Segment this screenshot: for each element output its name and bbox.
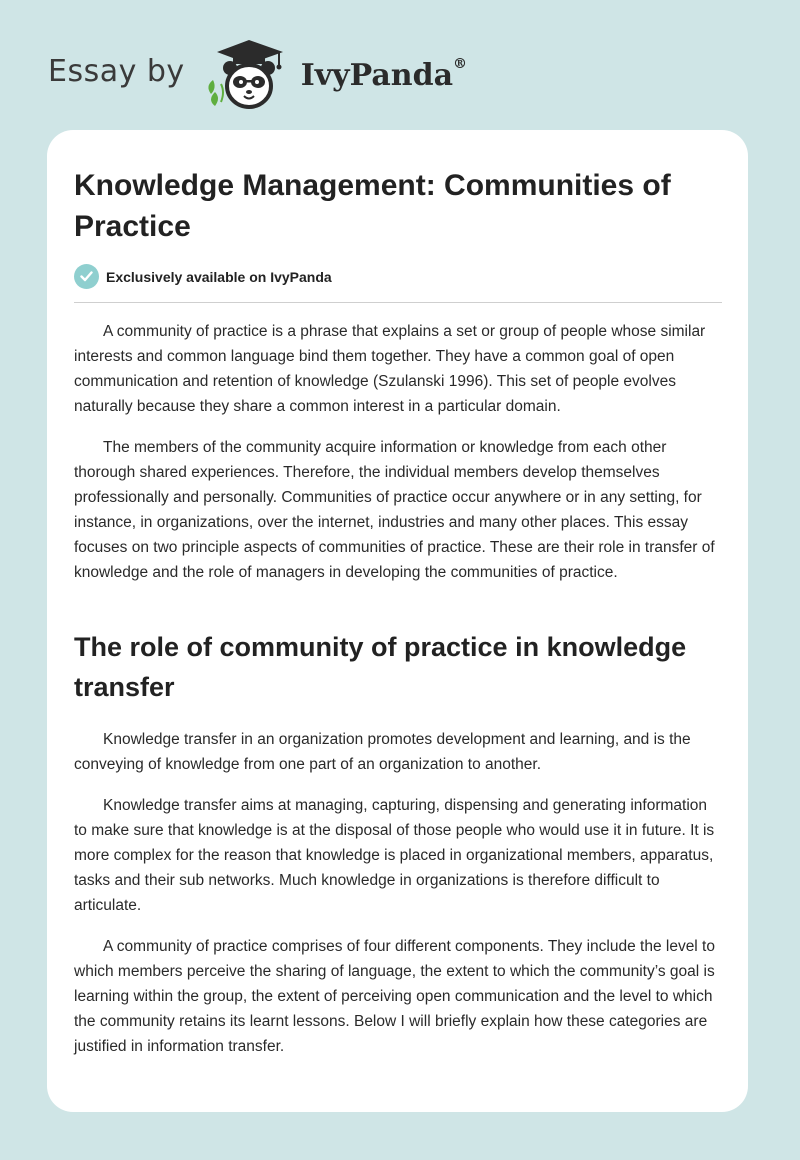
paragraph: The members of the community acquire information or knowledge from each other thorough shared experiences. Therefore, the individual members develop themselves professionally and personally. Communities of practice occur anywhere or in any setting, for instance, in organizations, over the internet, industries and many other places. This essay focuses on two principle aspects of communities of practice. These are their role in transfer of knowledge and the role of managers in developing the communities of practice.	[74, 439, 715, 581]
paragraph: Knowledge transfer in an organization promotes development and learning, and is the conveying of knowledge from one part of an organization to another.	[74, 731, 691, 773]
essay-by-label: Essay by	[48, 53, 185, 89]
checkmark-icon	[80, 271, 93, 282]
paragraph: A community of practice is a phrase that explains a set or group of people whose similar interests and common language bind them together. They have a common goal of open communication and retention of knowledge (Szulanski 1996). This set of people evolves naturally because they share a common interest in a particular domain.	[74, 323, 706, 415]
ivypanda-logo-icon[interactable]	[199, 36, 295, 112]
divider	[74, 302, 722, 303]
exclusive-badge	[74, 264, 332, 289]
essay-title: Knowledge Management: Communities of Practice	[74, 169, 671, 243]
intro-section	[74, 319, 722, 585]
knowledge-transfer-section	[74, 727, 722, 1059]
essay-card	[47, 130, 748, 1112]
paragraph: Knowledge transfer aims at managing, capturing, dispensing and generating information to make sure that knowledge is at the disposal of those people who would use it in future. It is more complex for the reason that knowledge is placed in organizational members, apparatus, tasks and their sub networks. Much knowledge in organizations is therefore difficult to articulate.	[74, 797, 715, 914]
paragraph: A community of practice comprises of four different components. They include the level to which members perceive the sharing of language, the extent to which the community’s goal is learning within the group, the extent of perceiving open communication and the level to which the community retains its learnt lessons. Below I will briefly explain how these categories are justified in information transfer.	[74, 938, 715, 1055]
section-heading: The role of community of practice in knowledge transfer	[74, 632, 687, 702]
check-circle-icon	[74, 264, 99, 289]
site-header	[48, 36, 467, 112]
brand-name-text: IvyPanda	[300, 57, 454, 93]
exclusive-badge-text: Exclusively available on IvyPanda	[106, 268, 332, 285]
brand-name[interactable]	[300, 55, 468, 93]
registered-mark: ®	[453, 55, 468, 72]
